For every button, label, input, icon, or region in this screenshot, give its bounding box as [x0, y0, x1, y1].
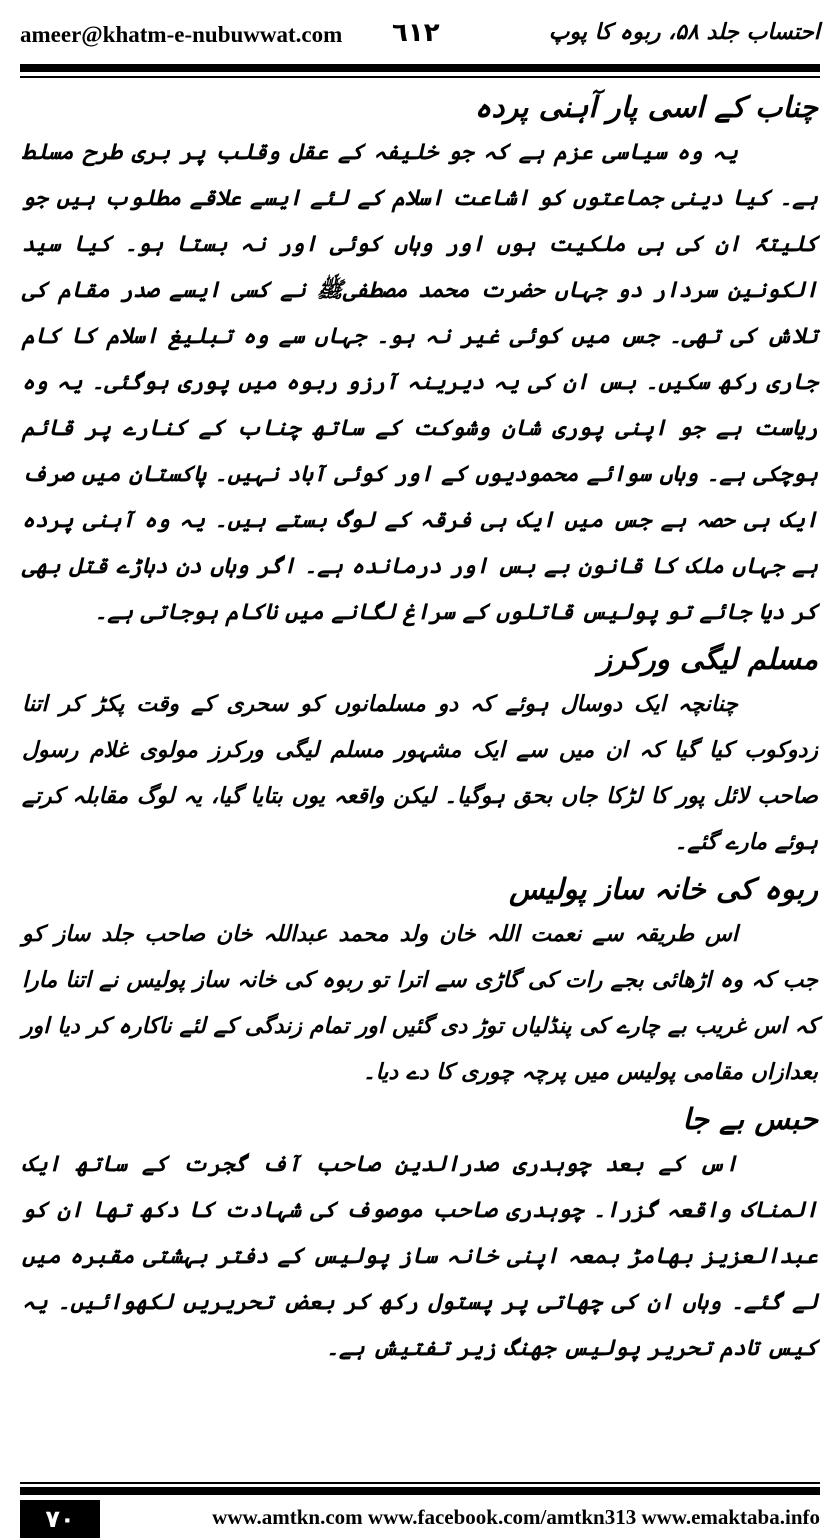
header-book-title: احتساب جلد ۵۸، ربوہ کا پوپ: [548, 20, 820, 45]
footer-divider-thick: [20, 1487, 820, 1495]
header-page-number: ٦١٢: [392, 18, 440, 48]
section-paragraph: اس کے بعد چوہدری صدرالدین صاحب آف گجرت کے ساتھ ایک المناک واقعہ گزرا۔ چوہدری صاحب موصوف کی شہادت کا دکھ تھا ان کو عبدالعزیز بھامڑ بمعہ اپنی خانہ ساز پولیس کے دفتر بہشتی مقبرہ میں لے گئے۔ وہاں ان کی چھاتی پر پستول رکھ کر بعض تحریریں لکھوائیں۔ یہ کیس تادم تحریر پولیس جھنگ زیر تفتیش ہے۔: [22, 1152, 818, 1361]
section-paragraph: یہ وہ سیاسی عزم ہے کہ جو خلیفہ کے عقل وقلب پر بری طرح مسلط ہے۔ کیا دینی جماعتوں کو اشاعت اسلام کے لئے ایسے علاقے مطلوب ہیں جو کلیتہً ان کی ہی ملکیت ہوں اور وہاں کوئی اور نہ بستا ہو۔ کیا سید الکونین سردار دو جہاں حضرت محمد مصطفیﷺ نے کسی ایسے صدر مقام کی تلاش کی تھی۔ جس میں کوئی غیر نہ ہو۔ جہاں سے وہ تبلیغ اسلام کا کام جاری رکھ سکیں۔ بس ان کی یہ دیرینہ آرزو ربوہ میں پوری ہوگئی۔ یہ وہ ریاست ہے جو اپنی پوری شان وشوکت کے ساتھ چناب کے کنارے پر قائم ہوچکی ہے۔ وہاں سوائے محمودیوں کے اور کوئی آباد نہیں۔ پاکستان میں صرف ایک ہی حصہ ہے جس میں ایک ہی فرقہ کے لوگ بستے ہیں۔ یہ وہ آہنی پردہ ہے جہاں ملک کا قانون بے بس اور درماندہ ہے۔ اگر وہاں دن دہاڑے قتل بھی کر دیا جائے تو پولیس قاتلوں کے سراغ لگانے میں ناکام ہوجاتی ہے۔: [22, 140, 818, 625]
footer-divider-thin: [20, 1482, 820, 1484]
section-muslim-league-workers: [22, 636, 818, 866]
section-heading: مسلم لیگی ورکرز: [597, 642, 818, 676]
header-divider-thick: [20, 64, 820, 72]
section-iron-curtain: [22, 84, 818, 636]
header-email: ameer@khatm-e-nubuwwat.com: [20, 22, 343, 47]
section-illegal-detention: [22, 1096, 818, 1372]
section-heading: حبس بے جا: [682, 1102, 818, 1136]
section-rabwah-police: [22, 866, 818, 1096]
section-heading: چناب کے اسی پار آہنی پردہ: [474, 90, 818, 124]
page-body: [22, 84, 818, 1372]
footer-links: www.amtkn.com www.facebook.com/amtkn313 www.emaktaba.info: [212, 1505, 820, 1529]
footer-page-number: ۷۰: [20, 1500, 100, 1538]
section-paragraph: اس طریقہ سے نعمت اللہ خان ولد محمد عبداللہ خان صاحب جلد ساز کو جب کہ وہ اڑھائی بجے رات کی گاڑی سے اترا تو ربوہ کی خانہ ساز پولیس نے اتنا مارا کہ اس غریب بے چارے کی پنڈلیاں توڑ دی گئیں اور تمام زندگی کے لئے ناکارہ کر دیا اور بعدازاں مقامی پولیس میں پرچہ چوری کا دے دیا۔: [22, 922, 818, 1085]
page-header: [20, 18, 820, 58]
section-heading: ربوہ کی خانہ ساز پولیس: [509, 872, 818, 906]
section-paragraph: چنانچہ ایک دوسال ہوئے کہ دو مسلمانوں کو سحری کے وقت پکڑ کر اتنا زدوکوب کیا گیا کہ ان میں سے ایک مشہور مسلم لیگی ورکرز مولوی غلام رسول صاحب لائل پور کا لڑکا جاں بحق ہوگیا۔ لیکن واقعہ یوں بتایا گیا، یہ لوگ مقابلہ کرتے ہوئے مارے گئے۔: [22, 692, 818, 855]
header-divider-thin: [20, 76, 820, 78]
